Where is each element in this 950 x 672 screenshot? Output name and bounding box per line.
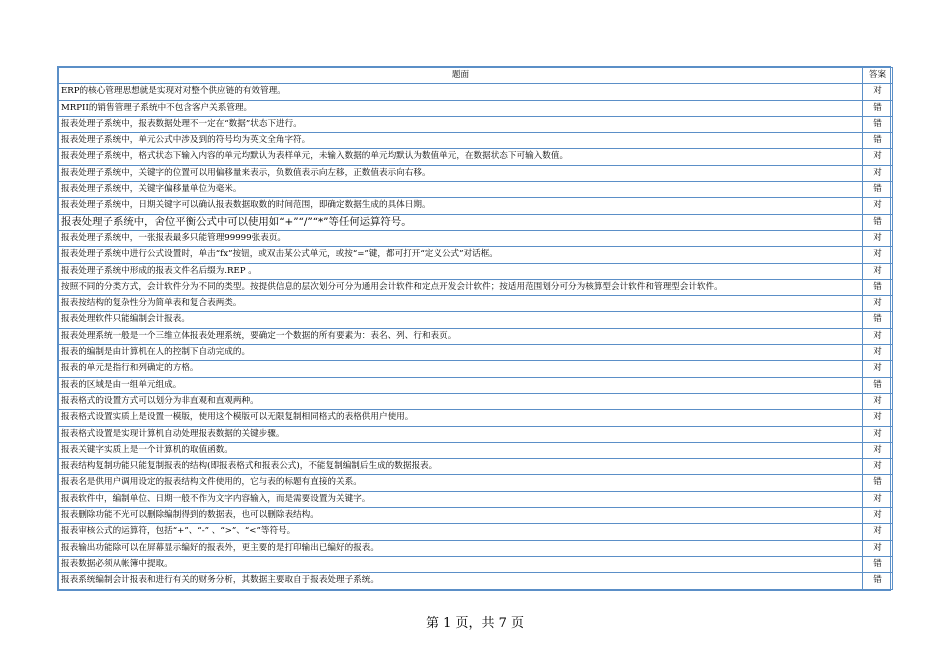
question-table-container <box>57 66 891 591</box>
question-cell[interactable]: 报表处理子系统中进行公式设置时，单击“fx”按钮，或双击某公式单元，或按“=”键，都可打开“定义公式”对话框。 <box>59 247 863 263</box>
answer-cell[interactable]: 对 <box>863 247 893 263</box>
table-row <box>59 247 893 263</box>
answer-cell[interactable]: 对 <box>863 165 893 181</box>
question-cell[interactable]: 报表处理子系统中形成的报表文件名后缀为.REP 。 <box>59 263 863 279</box>
question-cell[interactable]: MRPII的销售管理子系统中不包含客户关系管理。 <box>59 100 863 116</box>
question-cell[interactable]: 报表结构复制功能只能复制报表的结构(即报表格式和报表公式)，不能复制编制后生成的数据报表。 <box>59 459 863 475</box>
answer-cell[interactable]: 对 <box>863 508 893 524</box>
answer-cell[interactable]: 错 <box>863 100 893 116</box>
question-cell[interactable]: 报表名是供用户调用设定的报表结构文件使用的，它与表的标题有直接的关系。 <box>59 475 863 491</box>
question-cell[interactable]: ERP的核心管理思想就是实现对对整个供应链的有效管理。 <box>59 84 863 100</box>
table-row <box>59 524 893 540</box>
answer-cell[interactable]: 对 <box>863 345 893 361</box>
question-cell[interactable]: 报表关键字实质上是一个计算机的取值函数。 <box>59 442 863 458</box>
question-cell[interactable]: 报表按结构的复杂性分为简单表和复合表两类。 <box>59 296 863 312</box>
answer-cell[interactable]: 错 <box>863 573 893 589</box>
table-row <box>59 508 893 524</box>
answer-cell[interactable]: 错 <box>863 116 893 132</box>
answer-cell[interactable]: 对 <box>863 410 893 426</box>
table-row <box>59 100 893 116</box>
question-cell[interactable]: 报表处理子系统中，舍位平衡公式中可以使用如“+”“/”“*”等任何运算符号。 <box>59 214 863 230</box>
table-row <box>59 475 893 491</box>
answer-cell[interactable]: 错 <box>863 312 893 328</box>
table-row <box>59 279 893 295</box>
table-row <box>59 328 893 344</box>
answer-cell[interactable]: 对 <box>863 524 893 540</box>
answer-cell[interactable]: 对 <box>863 328 893 344</box>
question-cell[interactable]: 报表输出功能除可以在屏幕显示编好的报表外，更主要的是打印输出已编好的报表。 <box>59 540 863 556</box>
question-cell[interactable]: 报表的编制是由计算机在人的控制下自动完成的。 <box>59 345 863 361</box>
table-row <box>59 198 893 214</box>
question-cell[interactable]: 报表处理子系统中，关键字的位置可以用偏移量来表示，负数值表示向左移，正数值表示向右移。 <box>59 165 863 181</box>
answer-cell[interactable]: 对 <box>863 230 893 246</box>
question-cell[interactable]: 报表格式设置实质上是设置一模版，使用这个模版可以无限复制相同格式的表格供用户使用。 <box>59 410 863 426</box>
answer-cell[interactable]: 对 <box>863 426 893 442</box>
answer-cell[interactable]: 对 <box>863 540 893 556</box>
answer-cell[interactable]: 错 <box>863 279 893 295</box>
answer-cell[interactable]: 对 <box>863 491 893 507</box>
table-row <box>59 573 893 589</box>
question-cell[interactable]: 报表的区域是由一组单元组成。 <box>59 377 863 393</box>
question-cell[interactable]: 报表处理子系统中，关键字偏移量单位为毫米。 <box>59 182 863 198</box>
question-cell[interactable]: 报表处理子系统中，单元公式中涉及到的符号均为英文全角字符。 <box>59 133 863 149</box>
table-row <box>59 182 893 198</box>
table-row <box>59 556 893 572</box>
question-cell[interactable]: 报表处理系统一般是一个三维立体报表处理系统，要确定一个数据的所有要素为：表名、列、行和表页。 <box>59 328 863 344</box>
question-cell[interactable]: 报表软件中，编制单位、日期一般不作为文字内容输入，而是需要设置为关键字。 <box>59 491 863 507</box>
question-cell[interactable]: 报表的单元是指行和列确定的方格。 <box>59 361 863 377</box>
table-row <box>59 84 893 100</box>
answer-cell[interactable]: 错 <box>863 475 893 491</box>
answer-cell[interactable]: 对 <box>863 459 893 475</box>
answer-cell[interactable]: 对 <box>863 442 893 458</box>
table-row <box>59 377 893 393</box>
question-cell[interactable]: 报表处理子系统中，格式状态下输入内容的单元均默认为表样单元，未输入数据的单元均默认为数值单元，在数据状态下可输入数值。 <box>59 149 863 165</box>
question-cell[interactable]: 报表处理子系统中，日期关键字可以确认报表数据取数的时间范围，即确定数据生成的具体日期。 <box>59 198 863 214</box>
answer-cell[interactable]: 对 <box>863 393 893 409</box>
table-row <box>59 459 893 475</box>
question-cell[interactable]: 报表处理子系统中，一张报表最多只能管理99999张表页。 <box>59 230 863 246</box>
question-cell[interactable]: 报表格式的设置方式可以划分为非直观和直观两种。 <box>59 393 863 409</box>
table-row <box>59 491 893 507</box>
answer-cell[interactable]: 对 <box>863 84 893 100</box>
question-cell[interactable]: 报表删除功能不光可以删除编制得到的数据表，也可以删除表结构。 <box>59 508 863 524</box>
header-answer: 答案 <box>863 68 893 84</box>
answer-cell[interactable]: 对 <box>863 263 893 279</box>
answer-cell[interactable]: 错 <box>863 377 893 393</box>
table-header-row <box>59 68 893 84</box>
table-row <box>59 263 893 279</box>
table-row <box>59 540 893 556</box>
table-row <box>59 345 893 361</box>
answer-cell[interactable]: 对 <box>863 296 893 312</box>
answer-cell[interactable]: 对 <box>863 361 893 377</box>
answer-cell[interactable]: 对 <box>863 149 893 165</box>
table-row <box>59 133 893 149</box>
answer-cell[interactable]: 对 <box>863 198 893 214</box>
answer-cell[interactable]: 错 <box>863 556 893 572</box>
question-cell[interactable]: 报表处理软件只能编制会计报表。 <box>59 312 863 328</box>
question-table <box>58 67 893 590</box>
table-row <box>59 116 893 132</box>
question-cell[interactable]: 报表处理子系统中，报表数据处理不一定在“数据”状态下进行。 <box>59 116 863 132</box>
question-cell[interactable]: 按照不同的分类方式，会计软件分为不同的类型。按提供信息的层次划分可分为通用会计软件和定点开发会计软件；按适用范围划分可分为核算型会计软件和管理型会计软件。 <box>59 279 863 295</box>
table-row <box>59 165 893 181</box>
table-row <box>59 312 893 328</box>
table-row <box>59 149 893 165</box>
table-row <box>59 296 893 312</box>
answer-cell[interactable]: 错 <box>863 133 893 149</box>
answer-cell[interactable]: 错 <box>863 182 893 198</box>
page-footer: 第 1 页，共 7 页 <box>425 616 525 631</box>
table-row <box>59 361 893 377</box>
table-row <box>59 230 893 246</box>
answer-cell[interactable]: 错 <box>863 214 893 230</box>
header-question: 题面 <box>59 68 863 84</box>
question-cell[interactable]: 报表数据必须从帐簿中提取。 <box>59 556 863 572</box>
table-row <box>59 393 893 409</box>
question-cell[interactable]: 报表格式设置是实现计算机自动处理报表数据的关键步骤。 <box>59 426 863 442</box>
question-cell[interactable]: 报表系统编制会计报表和进行有关的财务分析，其数据主要取自于报表处理子系统。 <box>59 573 863 589</box>
table-row <box>59 426 893 442</box>
table-row <box>59 442 893 458</box>
table-row <box>59 214 893 230</box>
table-row <box>59 410 893 426</box>
question-cell[interactable]: 报表审核公式的运算符，包括“+”、“-” 、“>”、“<”等符号。 <box>59 524 863 540</box>
